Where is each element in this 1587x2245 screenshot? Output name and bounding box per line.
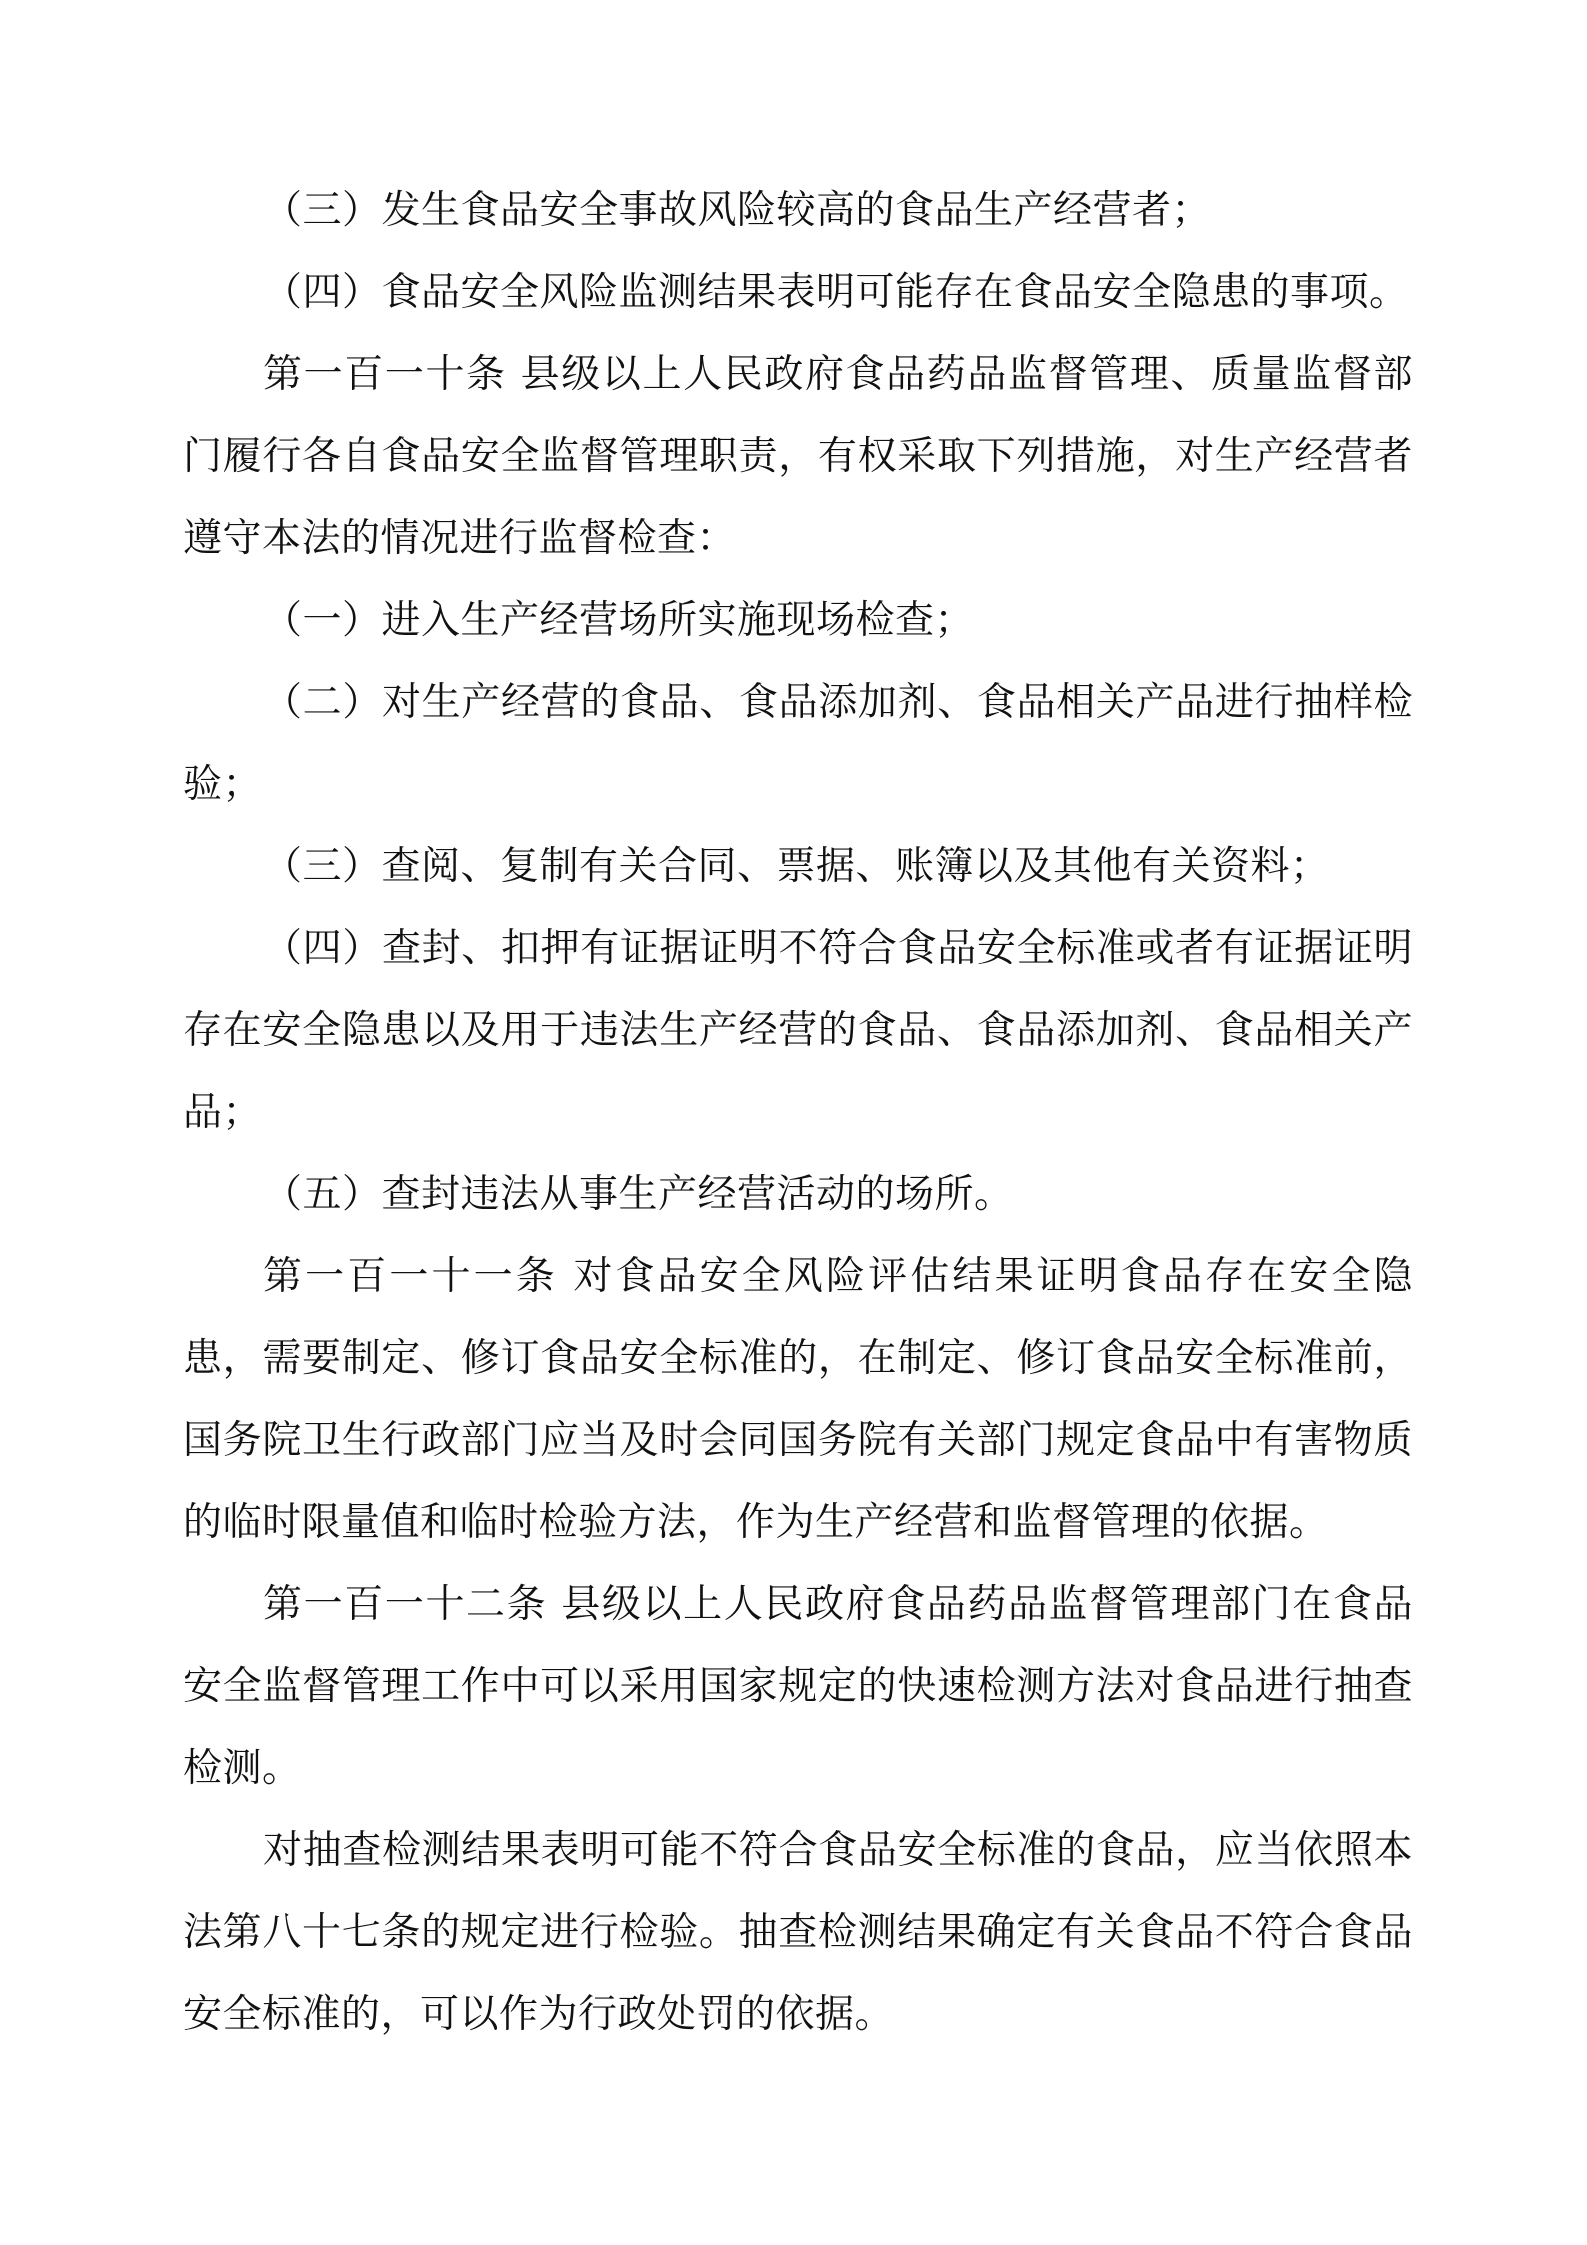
document-page — [183, 170, 1413, 2056]
paragraph-article-110-item-4: （四）查封、扣押有证据证明不符合食品安全标准或者有证据证明存在安全隐患以及用于违法生产经营的食品、食品添加剂、食品相关产品； — [183, 926, 1413, 1135]
paragraph-item-4-risk-monitoring: （四）食品安全风险监测结果表明可能存在食品安全隐患的事项。 — [263, 270, 1409, 315]
paragraph-article-110-item-2: （二）对生产经营的食品、食品添加剂、食品相关产品进行抽样检验； — [183, 680, 1413, 807]
paragraph-article-112: 第一百一十二条 县级以上人民政府食品药品监督管理部门在食品安全监督管理工作中可以采用国家规定的快速检测方法对食品进行抽查检测。 — [183, 1582, 1413, 1791]
paragraph-article-110-item-3: （三）查阅、复制有关合同、票据、账簿以及其他有关资料； — [263, 844, 1330, 889]
paragraph-article-111: 第一百一十一条 对食品安全风险评估结果证明食品存在安全隐患，需要制定、修订食品安全标准的，在制定、修订食品安全标准前，国务院卫生行政部门应当及时会同国务院有关部门规定食品中有害物质的临时限量值和临时检验方法，作为生产经营和监督管理的依据。 — [183, 1254, 1413, 1545]
paragraph-item-3-high-risk: （三）发生食品安全事故风险较高的食品生产经营者； — [263, 188, 1212, 233]
paragraph-article-110-item-1: （一）进入生产经营场所实施现场检查； — [263, 598, 975, 643]
paragraph-article-110-item-5: （五）查封违法从事生产经营活动的场所。 — [263, 1172, 1014, 1217]
paragraph-article-110: 第一百一十条 县级以上人民政府食品药品监督管理、质量监督部门履行各自食品安全监督管理职责，有权采取下列措施，对生产经营者遵守本法的情况进行监督检查： — [183, 352, 1413, 561]
paragraph-article-112-para-2: 对抽查检测结果表明可能不符合食品安全标准的食品，应当依照本法第八十七条的规定进行检验。抽查检测结果确定有关食品不符合食品安全标准的，可以作为行政处罚的依据。 — [183, 1828, 1413, 2037]
